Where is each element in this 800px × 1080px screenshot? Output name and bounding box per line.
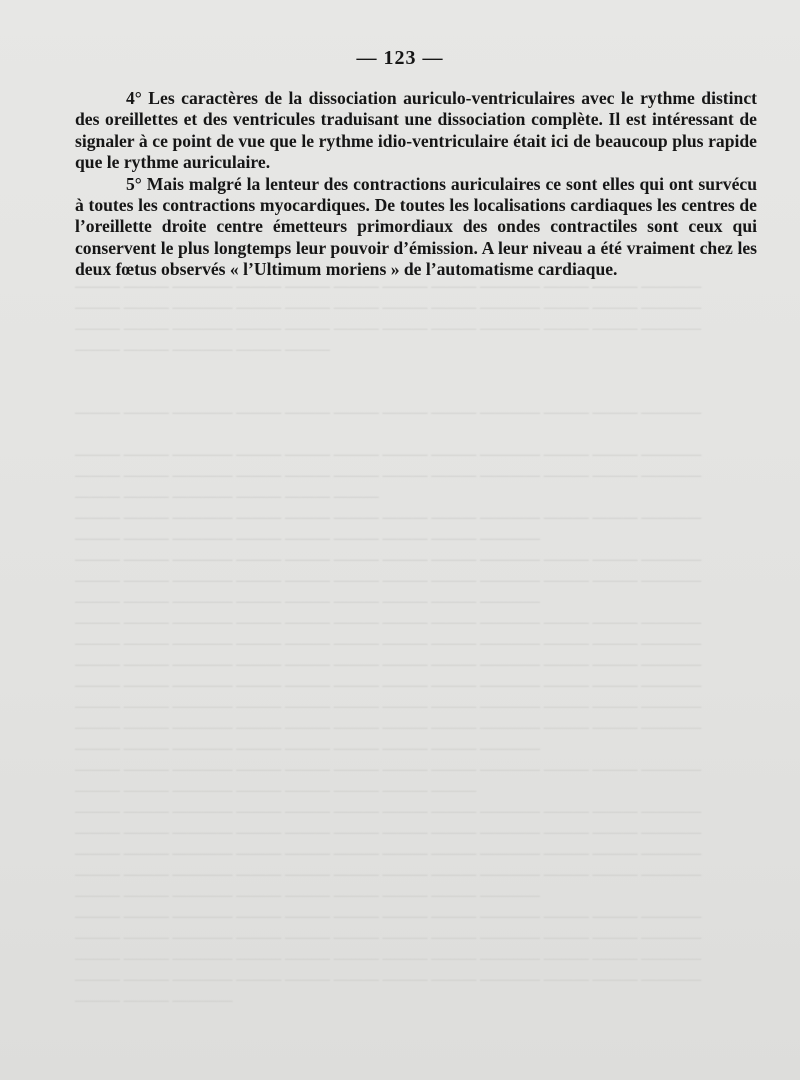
page-number: — 123 — bbox=[356, 47, 444, 69]
bleed-through-text: ——— ——— ———— ——— ——— ——— ——— ——— ———— ——— ——— ———— ——— ——— ———— ——— ——— ——— ——— ——— ———— ——— ——— ———— ——— ——— ———— ——— ——— ——— ——— ——— ———— ——— ——— ———— ——— ——— ———— ——— ——— ——— ——— ———— ——— ——— ——— ——— ——— ———— ——— ——— ———— ——— ——— ———— ——— ——— ——— ——— ——— ———— ——— ——— ———— ——— ——— ———— ——— ——— ——— ——— ——— ———— ——— ——— ———— ——— ——— ———— ——— ——— ——— ——— ——— ———— ——— ——— ——— ——— ——— ———— ——— ——— ———— ——— ——— ———— ——— ——— ——— ——— ——— ———— ——— ——— ———— ——— ——— ——— ——— ——— ———— ——— ——— ———— ——— ——— ———— ——— ——— ——— ——— ——— ———— ——— ——— ———— ——— ——— ———— ——— ——— ——— ——— ——— ———— ——— ——— ———— ——— ——— ——— ——— ——— ———— ——— ——— ———— ——— ——— ———— ——— ——— ——— ——— ——— ———— ——— ——— ———— ——— ——— ———— ——— ——— ——— ——— ——— ———— ——— ——— ———— ——— ——— ———— ——— ——— ——— ——— ——— ———— ——— ——— ———— ——— ——— ———— ——— ——— ——— ——— ——— ———— ——— ——— ———— ——— ——— ———— ——— ——— ——— ——— ——— ———— ——— ——— ———— ——— ——— ———— ——— ——— ——— ——— ——— ———— ——— ——— ———— ——— ——— ——— ——— ——— ———— ——— ——— ———— ——— ——— ———— ——— ——— ——— ——— ——— ——— ——— ———— ——— ——— ——— ——— ——— ———— ——— ——— ———— ——— ——— ———— ——— ——— ——— ——— ——— ———— ——— ——— ———— ——— ——— ———— ——— ——— ——— ——— ——— ———— ——— ——— ———— ——— ——— ———— ——— ——— ——— ——— ——— ———— ——— ——— ———— ——— ——— ———— ——— ——— ——— ——— ——— ———— ——— ——— ———— ——— ——— ——— ——— ——— ———— ——— ——— ———— ——— ——— ———— ——— ——— ——— ——— ——— ———— ——— ——— ———— ——— ——— ———— ——— ——— ——— ——— ——— ———— ——— ——— ———— ——— ——— ———— ——— ——— ——— ——— ——— ———— ——— ——— ———— ——— ——— ———— bbox=[75, 279, 702, 1009]
body-text bbox=[75, 88, 757, 281]
paragraph-5: 5° Mais malgré la lenteur des contractions auriculaires ce sont elles qui ont survécu à toutes les contractions myocardiques. De toutes les localisations cardiaques les centres de l’oreillette droite centre émetteurs primordiaux des ondes contractiles sont ceux qui conservent le plus longtemps leur pouvoir d’émission. A leur niveau a été vraiment chez les deux fœtus observés « l’Ultimum moriens » de l’automatisme cardiaque. bbox=[75, 173, 757, 280]
paragraph-4: 4° Les caractères de la dissociation auriculo-ventriculaires avec le rythme distinct des oreillettes et des ventricules traduisant une dissociation complète. Il est intéressant de signaler à ce point de vue que le rythme idio-ventriculaire était ici de beaucoup plus rapide que le rythme auriculaire. bbox=[75, 88, 757, 173]
